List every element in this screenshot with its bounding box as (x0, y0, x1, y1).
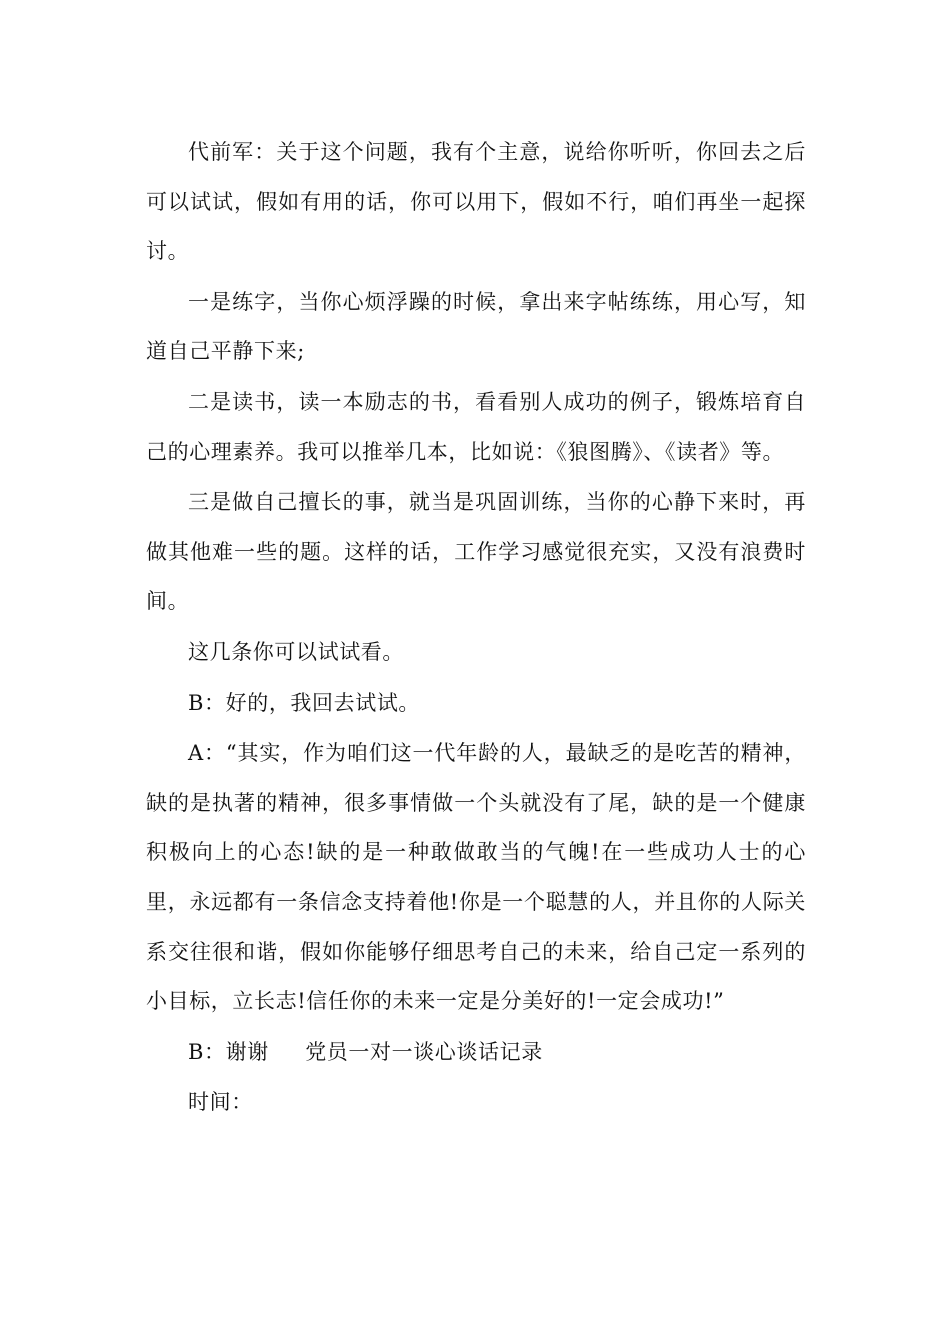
paragraph-reply-ok: B：好的，我回去试试。 (188, 690, 421, 715)
paragraph-thanks-heading: B：谢谢 党员一对一谈心谈话记录 (188, 1039, 543, 1064)
paragraph-advice-intro: 代前军：关于这个问题，我有个主意，说给你听听，你回去之后可以试试，假如有用的话，你可以用下，假如不行，咱们再坐一起探讨。 (146, 140, 806, 264)
document-body (146, 128, 806, 1129)
paragraph-encouragement: A：“其实，作为咱们这一代年龄的人，最缺乏的是吃苦的精神，缺的是执著的精神，很多事情做一个头就没有了尾，缺的是一个健康积极向上的心态!缺的是一种敢做敢当的气魄!在一些成功人士的心里，永远都有一条信念支持着他!你是一个聪慧的人，并且你的人际关系交往很和谐，假如你能够仔细思考自己的未来，给自己定一系列的小目标，立长志!信任你的未来一定是分美好的!一定会成功!” (146, 741, 806, 1014)
paragraph-reading: 二是读书，读一本励志的书，看看别人成功的例子，锻炼培育自己的心理素养。我可以推举几本，比如说：《狼图腾》、《读者》等。 (146, 389, 806, 464)
paragraph-try-these: 这几条你可以试试看。 (188, 639, 404, 664)
paragraph-time-label: 时间： (188, 1090, 253, 1115)
paragraph-strengths: 三是做自己擅长的事，就当是巩固训练，当你的心静下来时，再做其他难一些的题。这样的话，工作学习感觉很充实，又没有浪费时间。 (146, 490, 806, 614)
paragraph-practice-writing: 一是练字，当你心烦浮躁的时候，拿出来字帖练练，用心写，知道自己平静下来; (146, 289, 806, 364)
